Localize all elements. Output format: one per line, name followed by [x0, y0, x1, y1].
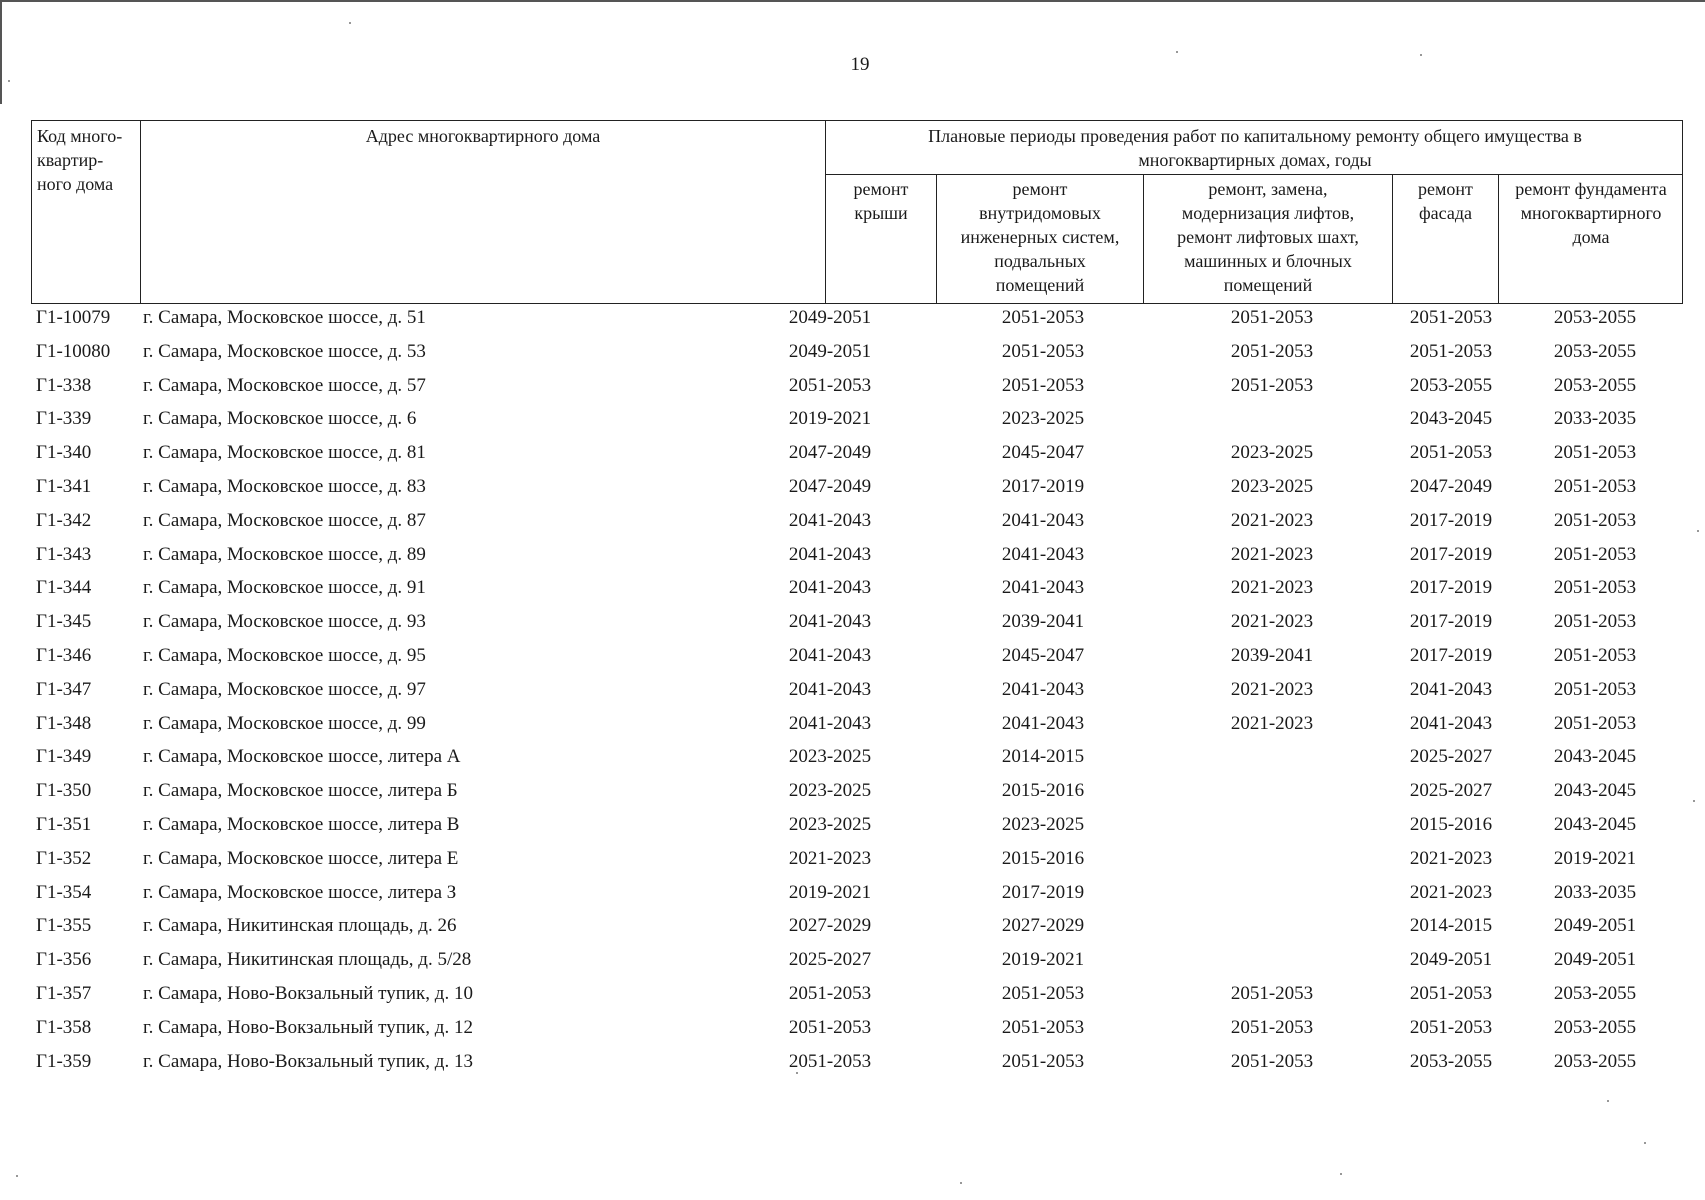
building-address: г. Самара, Московское шоссе, д. 81: [143, 442, 426, 464]
table-row: [0, 946, 1705, 980]
header-address: Адрес многоквартирного дома: [365, 126, 601, 146]
building-address: г. Самара, Московское шоссе, д. 51: [143, 307, 426, 328]
table-row: [0, 845, 1705, 879]
lift-repair-period: 2021-2023: [1230, 543, 1314, 565]
lift-repair-period: 2051-2053: [1230, 340, 1314, 362]
table-row: [0, 743, 1705, 777]
header-code: Код много- квартир- ного дома: [37, 126, 123, 194]
facade-repair-period: 2051-2053: [1409, 340, 1493, 362]
table-row: [0, 304, 1705, 338]
roof-repair-period: 2023-2025: [788, 746, 872, 768]
building-address: г. Самара, Московское шоссе, д. 91: [143, 577, 426, 599]
roof-repair-period: 2041-2043: [788, 712, 872, 734]
building-code: Г1-358: [36, 1016, 92, 1038]
building-code: Г1-351: [36, 814, 92, 835]
foundation-repair-period: 2053-2055: [1553, 1050, 1637, 1072]
foundation-repair-period: 2043-2045: [1553, 746, 1637, 768]
scan-border-left: [0, 0, 2, 104]
table-row: [0, 676, 1705, 710]
building-code: Г1-352: [36, 847, 92, 869]
foundation-repair-period: 2051-2053: [1553, 611, 1637, 633]
building-address: г. Самара, Московское шоссе, д. 53: [143, 340, 426, 362]
table-row: [0, 1048, 1705, 1082]
table-row: [0, 912, 1705, 946]
building-code: Г1-342: [36, 509, 92, 531]
lift-repair-period: 2021-2023: [1230, 712, 1314, 734]
facade-repair-period: 2021-2023: [1409, 847, 1493, 869]
roof-repair-period: 2051-2053: [788, 374, 872, 396]
lift-repair-period: 2051-2053: [1230, 1050, 1314, 1072]
building-code: Г1-10080: [36, 340, 111, 362]
building-address: г. Самара, Московское шоссе, литера Б: [143, 780, 458, 802]
building-code: Г1-359: [36, 1050, 92, 1072]
scan-border-top: [0, 0, 1705, 2]
building-address: г. Самара, Московское шоссе, д. 95: [143, 645, 426, 666]
building-code: Г1-338: [36, 374, 92, 396]
roof-repair-period: 2049-2051: [788, 340, 872, 362]
lift-repair-period: 2023-2025: [1230, 442, 1314, 464]
table-row: [0, 879, 1705, 913]
building-address: г. Самара, Ново-Вокзальный тупик, д. 10: [143, 983, 473, 1004]
foundation-repair-period: 2043-2045: [1553, 780, 1637, 802]
foundation-repair-period: 2051-2053: [1553, 712, 1637, 734]
lift-repair-period: 2051-2053: [1230, 983, 1314, 1004]
facade-repair-period: 2017-2019: [1409, 611, 1493, 633]
foundation-repair-period: 2053-2055: [1553, 307, 1637, 328]
header-periods: Плановые периоды проведения работ по капитальному ремонту общего имущества в многоквартирных домах, годы: [928, 126, 1582, 170]
table-row: [0, 507, 1705, 541]
roof-repair-period: 2041-2043: [788, 678, 872, 700]
facade-repair-period: 2053-2055: [1409, 374, 1493, 396]
engineering-repair-period: 2051-2053: [1001, 307, 1085, 328]
building-address: г. Самара, Московское шоссе, д. 57: [143, 374, 426, 396]
facade-repair-period: 2015-2016: [1409, 814, 1493, 835]
engineering-repair-period: 2017-2019: [1001, 881, 1085, 903]
foundation-repair-period: 2051-2053: [1553, 509, 1637, 531]
foundation-repair-period: 2053-2055: [1553, 374, 1637, 396]
roof-repair-period: 2019-2021: [788, 881, 872, 903]
table-row: [0, 574, 1705, 608]
roof-repair-period: 2051-2053: [788, 983, 872, 1004]
facade-repair-period: 2014-2015: [1409, 915, 1493, 937]
building-address: г. Самара, Московское шоссе, д. 99: [143, 712, 426, 734]
facade-repair-period: 2049-2051: [1409, 949, 1493, 971]
facade-repair-period: 2043-2045: [1409, 408, 1493, 430]
foundation-repair-period: 2051-2053: [1553, 476, 1637, 497]
building-address: г. Самара, Московское шоссе, д. 89: [143, 543, 426, 565]
facade-repair-period: 2051-2053: [1409, 983, 1493, 1004]
engineering-repair-period: 2051-2053: [1001, 983, 1085, 1004]
building-address: г. Самара, Московское шоссе, литера В: [143, 814, 460, 835]
roof-repair-period: 2041-2043: [788, 543, 872, 565]
building-code: Г1-339: [36, 408, 92, 430]
header-roof: ремонт крыши: [853, 179, 909, 223]
building-address: г. Самара, Ново-Вокзальный тупик, д. 12: [143, 1016, 473, 1038]
foundation-repair-period: 2053-2055: [1553, 983, 1637, 1004]
lift-repair-period: 2021-2023: [1230, 577, 1314, 599]
lift-repair-period: 2051-2053: [1230, 1016, 1314, 1038]
building-address: г. Самара, Московское шоссе, д. 6: [143, 408, 417, 430]
engineering-repair-period: 2051-2053: [1001, 340, 1085, 362]
engineering-repair-period: 2051-2053: [1001, 374, 1085, 396]
building-address: г. Самара, Московское шоссе, литера З: [143, 881, 457, 903]
engineering-repair-period: 2019-2021: [1001, 949, 1085, 971]
building-code: Г1-349: [36, 746, 92, 768]
foundation-repair-period: 2053-2055: [1553, 340, 1637, 362]
roof-repair-period: 2021-2023: [788, 847, 872, 869]
table-row: [0, 980, 1705, 1014]
engineering-repair-period: 2051-2053: [1001, 1016, 1085, 1038]
building-address: г. Самара, Ново-Вокзальный тупик, д. 13: [143, 1050, 473, 1072]
building-address: г. Самара, Никитинская площадь, д. 5/28: [143, 949, 472, 971]
roof-repair-period: 2051-2053: [788, 1050, 872, 1072]
table-row: [0, 338, 1705, 372]
table-row: [0, 405, 1705, 439]
lift-repair-period: 2021-2023: [1230, 509, 1314, 531]
table-row: [0, 608, 1705, 642]
table-row: [0, 473, 1705, 507]
roof-repair-period: 2041-2043: [788, 509, 872, 531]
roof-repair-period: 2047-2049: [788, 476, 872, 497]
col-divider-lifts: [1392, 174, 1393, 304]
roof-repair-period: 2025-2027: [788, 949, 872, 971]
engineering-repair-period: 2023-2025: [1001, 408, 1085, 430]
facade-repair-period: 2017-2019: [1409, 577, 1493, 599]
engineering-repair-period: 2017-2019: [1001, 476, 1085, 497]
building-code: Г1-10079: [36, 307, 111, 328]
header-facade: ремонт фасада: [1418, 179, 1473, 223]
engineering-repair-period: 2015-2016: [1001, 847, 1085, 869]
col-divider-roof: [936, 174, 937, 304]
lift-repair-period: 2021-2023: [1230, 611, 1314, 633]
roof-repair-period: 2019-2021: [788, 408, 872, 430]
building-address: г. Самара, Московское шоссе, д. 87: [143, 509, 426, 531]
engineering-repair-period: 2039-2041: [1001, 611, 1085, 633]
roof-repair-period: 2049-2051: [788, 307, 872, 328]
foundation-repair-period: 2051-2053: [1553, 678, 1637, 700]
engineering-repair-period: 2023-2025: [1001, 814, 1085, 835]
building-code: Г1-350: [36, 780, 92, 802]
engineering-repair-period: 2027-2029: [1001, 915, 1085, 937]
facade-repair-period: 2025-2027: [1409, 780, 1493, 802]
col-divider-facade: [1498, 174, 1499, 304]
foundation-repair-period: 2043-2045: [1553, 814, 1637, 835]
roof-repair-period: 2041-2043: [788, 611, 872, 633]
foundation-repair-period: 2033-2035: [1553, 408, 1637, 430]
facade-repair-period: 2051-2053: [1409, 1016, 1493, 1038]
facade-repair-period: 2025-2027: [1409, 746, 1493, 768]
building-code: Г1-341: [36, 476, 92, 497]
lift-repair-period: 2021-2023: [1230, 678, 1314, 700]
building-address: г. Самара, Московское шоссе, литера Е: [143, 847, 459, 869]
roof-repair-period: 2047-2049: [788, 442, 872, 464]
facade-repair-period: 2041-2043: [1409, 678, 1493, 700]
header-foundation: ремонт фундамента многоквартирного дома: [1515, 179, 1667, 247]
building-code: Г1-344: [36, 577, 92, 599]
col-divider-address: [825, 120, 826, 304]
roof-repair-period: 2051-2053: [788, 1016, 872, 1038]
foundation-repair-period: 2019-2021: [1553, 847, 1637, 869]
engineering-repair-period: 2041-2043: [1001, 543, 1085, 565]
building-address: г. Самара, Московское шоссе, литера А: [143, 746, 461, 768]
col-divider-engineering: [1143, 174, 1144, 304]
roof-repair-period: 2023-2025: [788, 814, 872, 835]
facade-repair-period: 2047-2049: [1409, 476, 1493, 497]
col-divider-code: [140, 120, 141, 304]
engineering-repair-period: 2015-2016: [1001, 780, 1085, 802]
foundation-repair-period: 2051-2053: [1553, 577, 1637, 599]
foundation-repair-period: 2051-2053: [1553, 442, 1637, 464]
building-code: Г1-343: [36, 543, 92, 565]
foundation-repair-period: 2051-2053: [1553, 543, 1637, 565]
header-engineering: ремонт внутридомовых инженерных систем, подвальных помещений: [960, 179, 1120, 295]
roof-repair-period: 2027-2029: [788, 915, 872, 937]
table-row: [0, 439, 1705, 473]
building-code: Г1-356: [36, 949, 92, 971]
engineering-repair-period: 2041-2043: [1001, 712, 1085, 734]
lift-repair-period: 2051-2053: [1230, 307, 1314, 328]
table-row: [0, 777, 1705, 811]
facade-repair-period: 2051-2053: [1409, 442, 1493, 464]
engineering-repair-period: 2041-2043: [1001, 678, 1085, 700]
engineering-repair-period: 2051-2053: [1001, 1050, 1085, 1072]
building-code: Г1-354: [36, 881, 92, 903]
engineering-repair-period: 2045-2047: [1001, 645, 1085, 666]
table-row: [0, 642, 1705, 676]
facade-repair-period: 2017-2019: [1409, 509, 1493, 531]
facade-repair-period: 2017-2019: [1409, 543, 1493, 565]
roof-repair-period: 2023-2025: [788, 780, 872, 802]
table-row: [0, 710, 1705, 744]
lift-repair-period: 2023-2025: [1230, 476, 1314, 497]
roof-repair-period: 2041-2043: [788, 645, 872, 666]
building-code: Г1-346: [36, 645, 92, 666]
building-code: Г1-340: [36, 442, 92, 464]
facade-repair-period: 2053-2055: [1409, 1050, 1493, 1072]
building-address: г. Самара, Московское шоссе, д. 97: [143, 678, 426, 700]
roof-repair-period: 2041-2043: [788, 577, 872, 599]
header-lifts: ремонт, замена, модернизация лифтов, ремонт лифтовых шахт, машинных и блочных помещений: [1177, 179, 1359, 295]
engineering-repair-period: 2014-2015: [1001, 746, 1085, 768]
lift-repair-period: 2039-2041: [1230, 645, 1314, 666]
building-address: г. Самара, Никитинская площадь, д. 26: [143, 915, 457, 937]
table-row: [0, 1014, 1705, 1048]
periods-divider: [825, 174, 1683, 175]
engineering-repair-period: 2041-2043: [1001, 577, 1085, 599]
building-address: г. Самара, Московское шоссе, д. 83: [143, 476, 426, 497]
building-code: Г1-348: [36, 712, 92, 734]
building-code: Г1-357: [36, 983, 92, 1004]
facade-repair-period: 2017-2019: [1409, 645, 1493, 666]
building-code: Г1-345: [36, 611, 92, 633]
engineering-repair-period: 2045-2047: [1001, 442, 1085, 464]
table-row: [0, 811, 1705, 845]
foundation-repair-period: 2053-2055: [1553, 1016, 1637, 1038]
foundation-repair-period: 2051-2053: [1553, 645, 1637, 666]
building-code: Г1-355: [36, 915, 92, 937]
facade-repair-period: 2041-2043: [1409, 712, 1493, 734]
page-number: 19: [850, 54, 870, 75]
facade-repair-period: 2021-2023: [1409, 881, 1493, 903]
foundation-repair-period: 2049-2051: [1553, 949, 1637, 971]
building-code: Г1-347: [36, 678, 92, 700]
lift-repair-period: 2051-2053: [1230, 374, 1314, 396]
facade-repair-period: 2051-2053: [1409, 307, 1493, 328]
engineering-repair-period: 2041-2043: [1001, 509, 1085, 531]
table-row: [0, 541, 1705, 575]
foundation-repair-period: 2049-2051: [1553, 915, 1637, 937]
table-row: [0, 372, 1705, 406]
foundation-repair-period: 2033-2035: [1553, 881, 1637, 903]
building-address: г. Самара, Московское шоссе, д. 93: [143, 611, 426, 633]
